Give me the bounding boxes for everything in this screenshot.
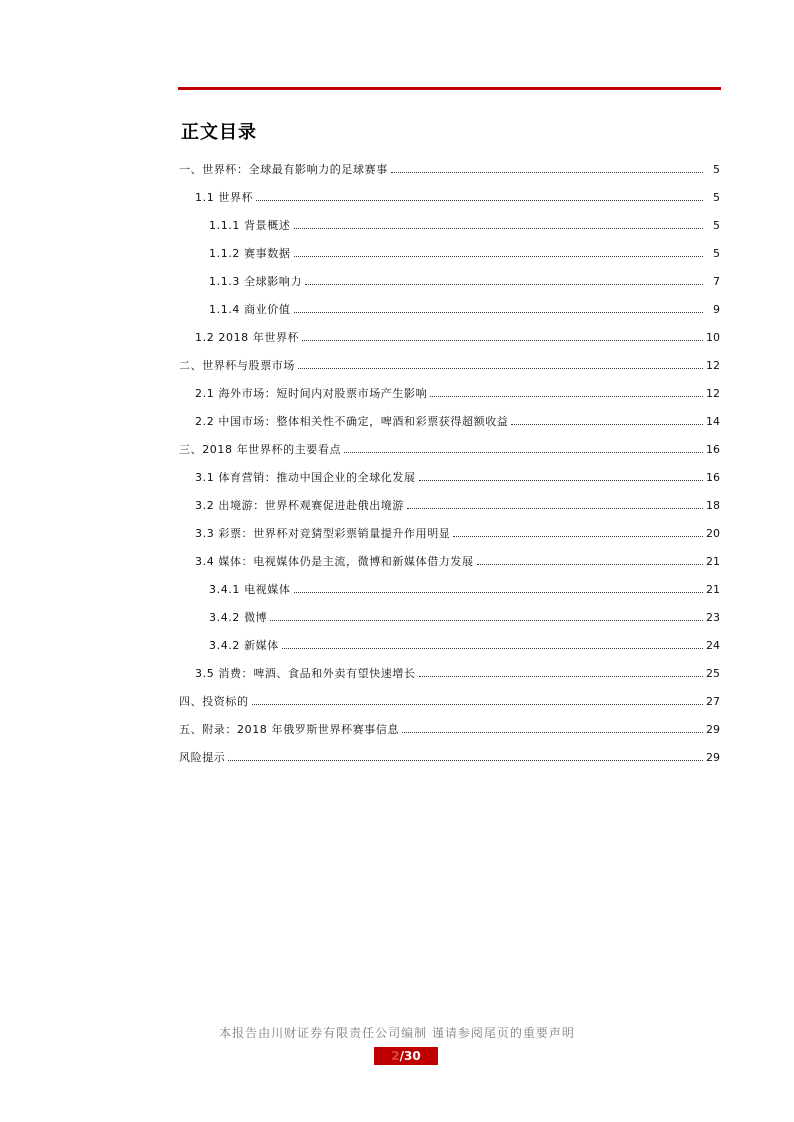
- toc-entry-page: 9: [713, 303, 720, 316]
- toc-entry-page: 14: [706, 415, 720, 428]
- toc-leader-dots: [228, 760, 703, 761]
- toc-entry[interactable]: [179, 204, 720, 232]
- toc-entry[interactable]: [179, 372, 720, 400]
- toc-entry-page: 29: [706, 723, 720, 736]
- toc-entry-label: 1.2 2018 年世界杯: [195, 331, 300, 344]
- toc-entry-label: 风险提示: [179, 751, 226, 764]
- toc-entry-page: 27: [706, 695, 720, 708]
- toc-entry-label: 一、世界杯：全球最有影响力的足球赛事: [179, 163, 388, 176]
- page-title: 正文目录: [181, 122, 257, 143]
- toc-entry[interactable]: [179, 596, 720, 624]
- toc-entry-page: 16: [706, 443, 720, 456]
- toc-leader-dots: [407, 508, 703, 509]
- toc-entry-label: 1.1.4 商业价值: [209, 303, 291, 316]
- toc-leader-dots: [294, 312, 704, 313]
- toc-entry-page: 16: [706, 471, 720, 484]
- toc-entry-page: 23: [706, 611, 720, 624]
- toc-leader-dots: [294, 228, 704, 229]
- toc-entry-page: 12: [706, 359, 720, 372]
- toc-leader-dots: [252, 704, 703, 705]
- toc-entry-page: 21: [706, 555, 720, 568]
- total-pages: /30: [399, 1049, 421, 1063]
- current-page-number: 2: [391, 1049, 400, 1063]
- toc-entry-label: 3.4.1 电视媒体: [209, 583, 291, 596]
- toc-entry-label: 3.4.2 新媒体: [209, 639, 279, 652]
- toc-entry[interactable]: [179, 428, 720, 456]
- toc-entry[interactable]: [179, 708, 720, 736]
- table-of-contents: [179, 148, 720, 764]
- toc-leader-dots: [298, 368, 703, 369]
- toc-leader-dots: [344, 452, 703, 453]
- toc-entry-label: 2.1 海外市场：短时间内对股票市场产生影响: [195, 387, 428, 400]
- toc-leader-dots: [305, 284, 703, 285]
- toc-entry-label: 2.2 中国市场：整体相关性不确定，啤酒和彩票获得超额收益: [195, 415, 509, 428]
- toc-leader-dots: [511, 424, 703, 425]
- toc-entry-page: 24: [706, 639, 720, 652]
- toc-entry-label: 1.1.2 赛事数据: [209, 247, 291, 260]
- toc-leader-dots: [419, 676, 703, 677]
- toc-leader-dots: [256, 200, 703, 201]
- toc-entry-page: 18: [706, 499, 720, 512]
- toc-entry-label: 3.3 彩票：世界杯对竞猜型彩票销量提升作用明显: [195, 527, 451, 540]
- toc-leader-dots: [282, 648, 703, 649]
- toc-entry-page: 5: [713, 191, 720, 204]
- toc-entry[interactable]: [179, 652, 720, 680]
- toc-entry[interactable]: [179, 568, 720, 596]
- toc-entry[interactable]: [179, 512, 720, 540]
- toc-leader-dots: [270, 620, 703, 621]
- toc-entry[interactable]: [179, 316, 720, 344]
- toc-entry-label: 三、2018 年世界杯的主要看点: [179, 443, 342, 456]
- toc-entry-page: 29: [706, 751, 720, 764]
- toc-entry-label: 五、附录：2018 年俄罗斯世界杯赛事信息: [179, 723, 400, 736]
- toc-entry[interactable]: [179, 680, 720, 708]
- toc-entry-page: 20: [706, 527, 720, 540]
- toc-leader-dots: [453, 536, 703, 537]
- toc-entry[interactable]: [179, 260, 720, 288]
- toc-entry-label: 3.4 媒体：电视媒体仍是主流，微博和新媒体借力发展: [195, 555, 474, 568]
- toc-entry-label: 3.2 出境游：世界杯观赛促进赴俄出境游: [195, 499, 404, 512]
- toc-entry[interactable]: [179, 456, 720, 484]
- toc-entry-label: 1.1 世界杯: [195, 191, 254, 204]
- toc-leader-dots: [294, 592, 704, 593]
- toc-entry[interactable]: [179, 148, 720, 176]
- toc-leader-dots: [419, 480, 703, 481]
- toc-leader-dots: [402, 732, 703, 733]
- page-number-badge: [374, 1047, 438, 1065]
- toc-entry-label: 1.1.1 背景概述: [209, 219, 291, 232]
- toc-entry-page: 12: [706, 387, 720, 400]
- toc-entry-label: 3.4.2 微博: [209, 611, 268, 624]
- toc-entry-page: 5: [713, 163, 720, 176]
- toc-entry-page: 7: [713, 275, 720, 288]
- toc-entry[interactable]: [179, 176, 720, 204]
- toc-entry-page: 5: [713, 219, 720, 232]
- toc-entry[interactable]: [179, 344, 720, 372]
- toc-entry[interactable]: [179, 232, 720, 260]
- toc-entry-label: 3.1 体育营销：推动中国企业的全球化发展: [195, 471, 416, 484]
- toc-entry-page: 25: [706, 667, 720, 680]
- toc-entry[interactable]: [179, 400, 720, 428]
- toc-entry[interactable]: [179, 624, 720, 652]
- toc-leader-dots: [391, 172, 703, 173]
- header-rule: [178, 87, 721, 90]
- toc-leader-dots: [430, 396, 703, 397]
- toc-entry-page: 5: [713, 247, 720, 260]
- footer-disclaimer: 本报告由川财证券有限责任公司编制 谨请参阅尾页的重要声明: [219, 1026, 575, 1040]
- toc-leader-dots: [294, 256, 704, 257]
- toc-entry-label: 四、投资标的: [179, 695, 249, 708]
- toc-entry[interactable]: [179, 484, 720, 512]
- toc-entry-label: 1.1.3 全球影响力: [209, 275, 303, 288]
- toc-entry-page: 10: [706, 331, 720, 344]
- toc-entry[interactable]: [179, 540, 720, 568]
- toc-leader-dots: [477, 564, 703, 565]
- toc-entry[interactable]: [179, 736, 720, 764]
- toc-entry-page: 21: [706, 583, 720, 596]
- toc-leader-dots: [302, 340, 703, 341]
- toc-entry-label: 二、世界杯与股票市场: [179, 359, 295, 372]
- toc-entry[interactable]: [179, 288, 720, 316]
- toc-entry-label: 3.5 消费：啤酒、食品和外卖有望快速增长: [195, 667, 416, 680]
